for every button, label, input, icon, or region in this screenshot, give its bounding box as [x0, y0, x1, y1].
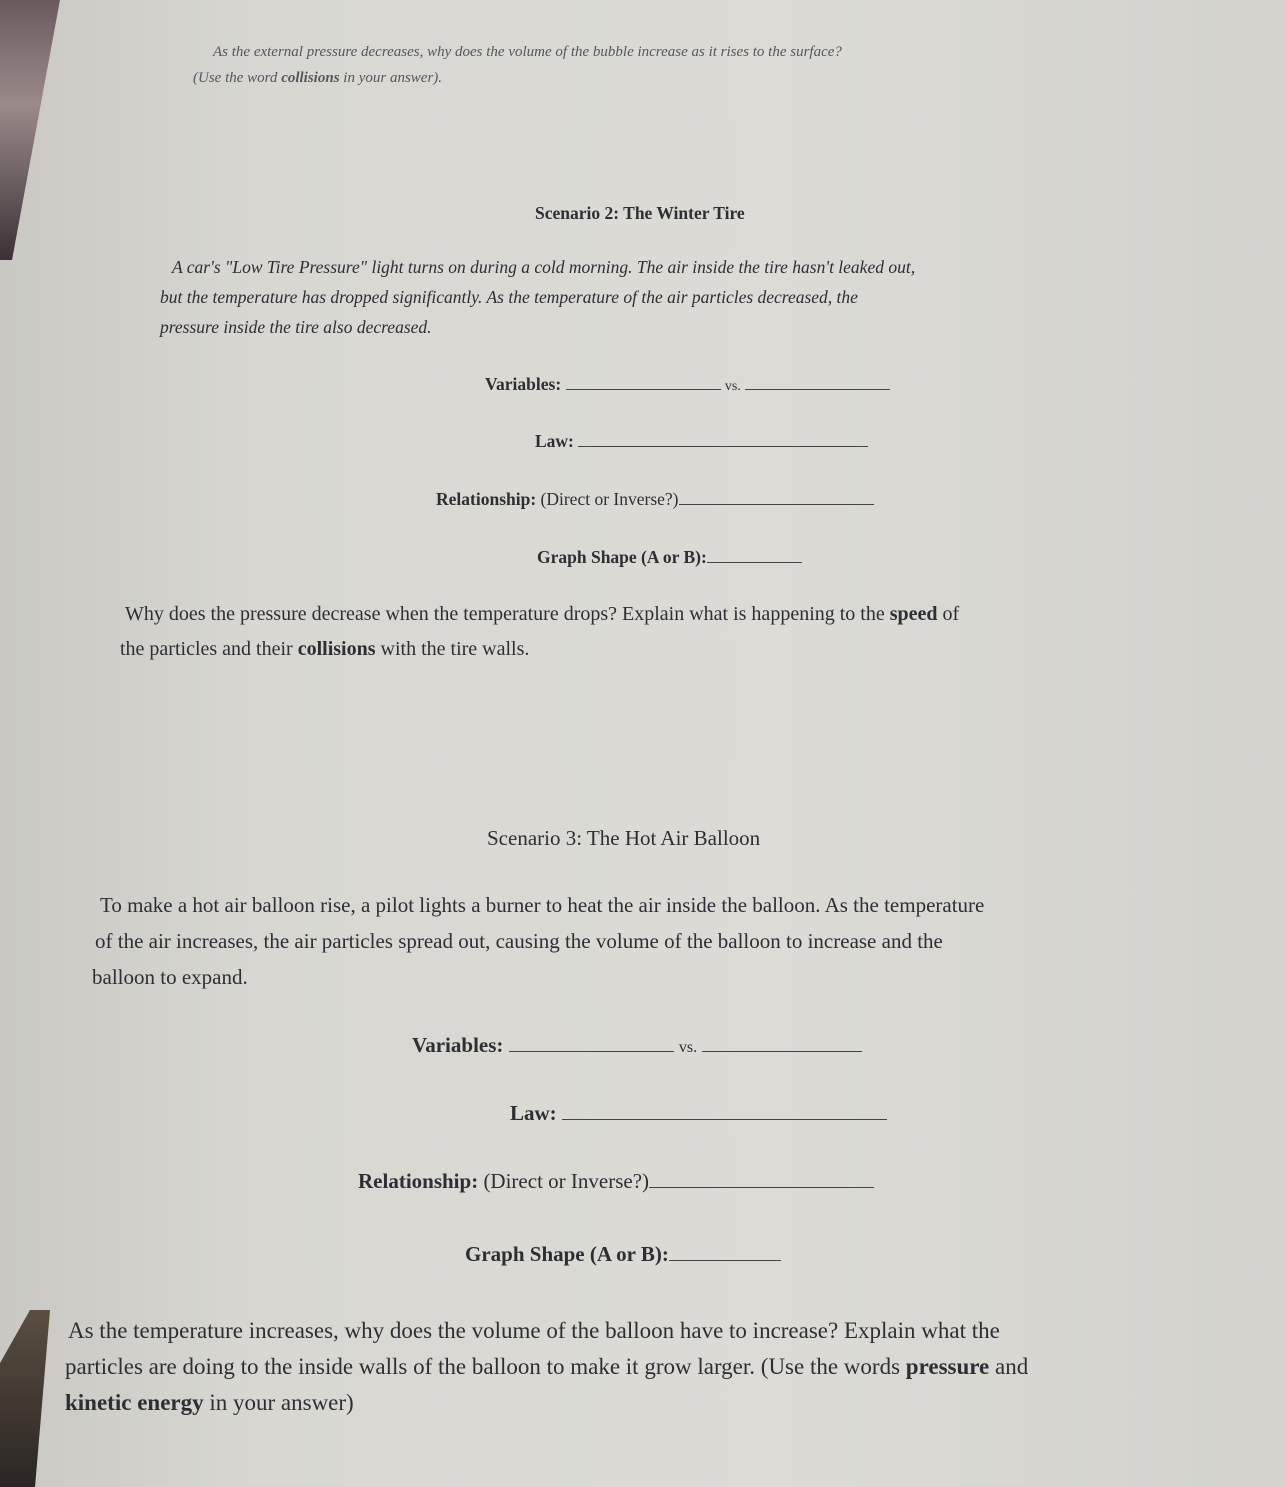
text: of: [937, 603, 960, 625]
bold-term: pressure: [905, 1354, 990, 1379]
scenario-2-paragraph: but the temperature has dropped significantly. As the temperature of the air particles decreased, the: [160, 287, 858, 307]
vs-text: vs.: [724, 379, 741, 394]
text: in your answer).: [339, 70, 443, 86]
label: Relationship:: [436, 489, 537, 509]
vs-text: vs.: [678, 1039, 698, 1056]
label: Graph Shape (A or B):: [465, 1242, 669, 1266]
text: in your answer): [203, 1390, 354, 1415]
scenario-2-question: [125, 603, 959, 626]
variables-row: [485, 374, 890, 395]
scenario-2-paragraph: pressure inside the tire also decreased.: [160, 317, 432, 337]
text: particles are doing to the inside walls of the balloon to make it grow larger. (Use the words: [65, 1354, 906, 1379]
label: Law:: [535, 431, 574, 451]
text: the particles and their: [120, 638, 298, 660]
hint: (Direct or Inverse?): [536, 489, 679, 509]
text: and: [989, 1354, 1029, 1379]
relationship-row: [358, 1169, 874, 1194]
variable-2-blank[interactable]: [745, 389, 890, 390]
law-blank[interactable]: [578, 446, 868, 447]
relationship-blank[interactable]: [649, 1187, 874, 1188]
label: Variables:: [485, 374, 562, 394]
label: Relationship:: [358, 1169, 479, 1193]
bold-term: collisions: [281, 70, 340, 86]
scenario-3-title: Scenario 3: The Hot Air Balloon: [487, 826, 761, 850]
bold-term: collisions: [297, 638, 376, 660]
variable-1-blank[interactable]: [509, 1051, 674, 1052]
scenario-3-question: [65, 1354, 1028, 1380]
scenario-3-question: [65, 1390, 354, 1416]
graph-shape-row: [465, 1242, 781, 1267]
graph-shape-blank[interactable]: [707, 562, 802, 563]
relationship-blank[interactable]: [679, 504, 874, 505]
graph-shape-blank[interactable]: [669, 1260, 781, 1261]
bold-term: speed: [889, 603, 938, 625]
relationship-row: [436, 489, 874, 510]
scenario-3-paragraph: balloon to expand.: [92, 965, 248, 989]
text: Why does the pressure decrease when the temperature drops? Explain what is happening to the: [125, 603, 890, 625]
text: with the tire walls.: [375, 638, 530, 660]
hint: (Direct or Inverse?): [478, 1169, 650, 1193]
photo-background-edge: [0, 1310, 50, 1487]
graph-shape-row: [537, 547, 802, 568]
law-row: [535, 431, 868, 452]
variable-2-blank[interactable]: [702, 1051, 862, 1052]
bold-term: kinetic energy: [65, 1390, 204, 1415]
scenario-2-title: Scenario 2: The Winter Tire: [535, 203, 745, 223]
scenario-2-paragraph: A car's "Low Tire Pressure" light turns on during a cold morning. The air inside the tire hasn't leaked out,: [172, 257, 916, 277]
photo-background-edge: [0, 0, 60, 260]
label: Variables:: [412, 1033, 504, 1057]
variable-1-blank[interactable]: [566, 389, 721, 390]
law-blank[interactable]: [562, 1119, 887, 1120]
scenario-3-paragraph: of the air increases, the air particles spread out, causing the volume of the balloon to increase and the: [95, 929, 943, 953]
question-text: [193, 70, 442, 87]
label: Law:: [510, 1101, 557, 1125]
scenario-3-question: As the temperature increases, why does the volume of the balloon have to increase? Explain what the: [68, 1318, 1000, 1343]
question-text: As the external pressure decreases, why does the volume of the bubble increase as it rises to the surface?: [213, 44, 842, 60]
scenario-2-question: [120, 638, 529, 661]
label: Graph Shape (A or B):: [537, 547, 707, 567]
text: (Use the word: [193, 70, 282, 86]
law-row: [510, 1101, 887, 1126]
variables-row: [412, 1033, 862, 1058]
scenario-3-paragraph: To make a hot air balloon rise, a pilot lights a burner to heat the air inside the balloon. As the temperature: [100, 893, 985, 917]
